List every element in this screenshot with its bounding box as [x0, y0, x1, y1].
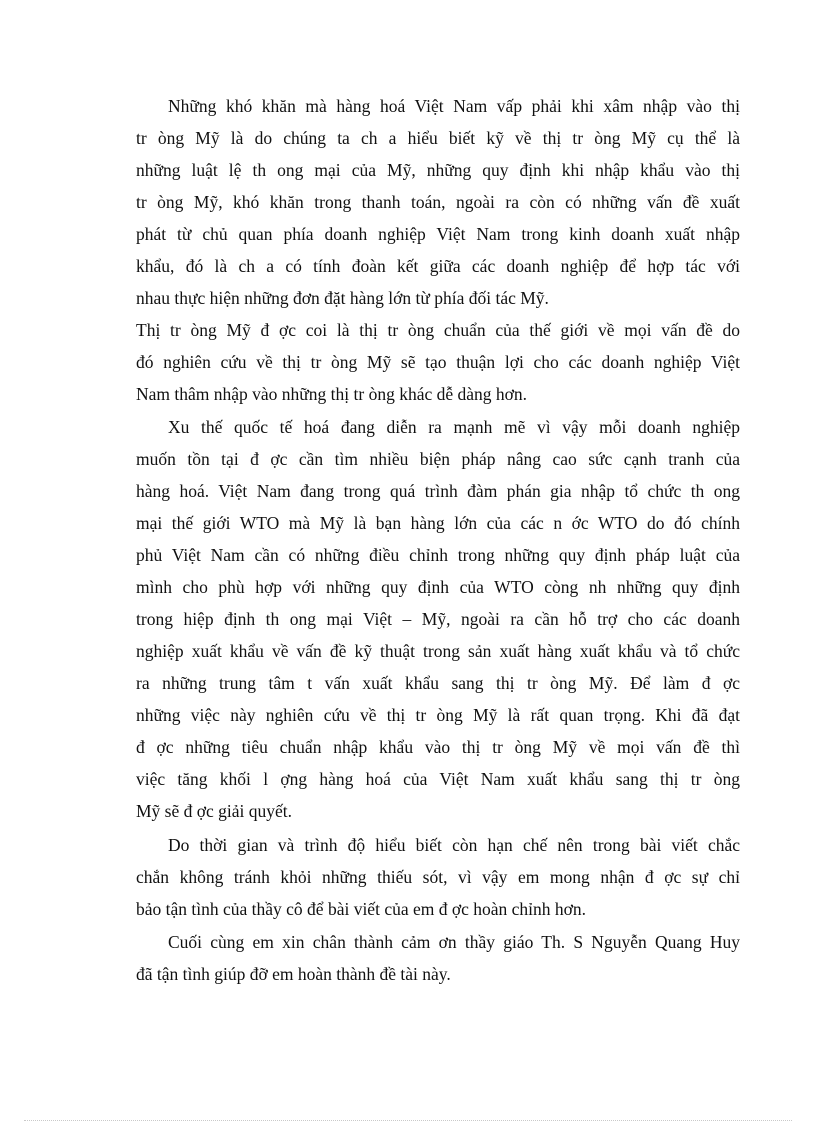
text-line: khẩu, đó là ch a có tính đoàn kết giữa các doanh nghiệp để hợp tác với [136, 256, 740, 276]
text-line: đó nghiên cứu về thị tr òng Mỹ sẽ tạo thuận lợi cho các doanh nghiệp Việt [136, 352, 740, 372]
text-line: hàng hoá. Việt Nam đang trong quá trình đàm phán gia nhập tổ chức th ong [136, 481, 740, 501]
text-line: Nam thâm nhập vào những thị tr òng khác dễ dàng hơn. [136, 384, 528, 404]
text-line: Thị tr òng Mỹ đ ợc coi là thị tr òng chuẩn của thế giới về mọi vấn đề do [136, 320, 740, 340]
text-line: những việc này nghiên cứu về thị tr òng Mỹ là rất quan trọng. Khi đã đạt [136, 705, 740, 725]
text-line: phát từ chủ quan phía doanh nghiệp Việt Nam trong kinh doanh xuất nhập [136, 224, 740, 244]
text-line: bảo tận tình của thầy cô để bài viết của em đ ợc hoàn chỉnh hơn. [136, 899, 587, 919]
text-line: trong hiệp định th ong mại Việt – Mỹ, ngoài ra cần hỗ trợ cho các doanh [136, 609, 740, 629]
text-line: nhau thực hiện những đơn đặt hàng lớn từ phía đối tác Mỹ. [136, 288, 549, 308]
text-line: ra những trung tâm t vấn xuất khẩu sang thị tr òng Mỹ. Để làm đ ợc [136, 673, 740, 693]
text-line: mình cho phù hợp với những quy định của WTO còng nh những quy định [136, 577, 740, 597]
text-line: Cuối cùng em xin chân thành cảm ơn thầy giáo Th. S Nguyễn Quang Huy [168, 932, 740, 952]
text-line: tr òng Mỹ là do chúng ta ch a hiểu biết kỹ về thị tr òng Mỹ cụ thể là [136, 128, 740, 148]
text-line: phủ Việt Nam cần có những điều chỉnh trong những quy định pháp luật của [136, 545, 740, 565]
text-line: những luật lệ th ong mại của Mỹ, những quy định khi nhập khẩu vào thị [136, 160, 740, 180]
text-line: đ ợc những tiêu chuẩn nhập khẩu vào thị tr òng Mỹ về mọi vấn đề thì [136, 737, 740, 757]
text-line: mại thế giới WTO mà Mỹ là bạn hàng lớn của các n ớc WTO do đó chính [136, 513, 740, 533]
text-line: muốn tồn tại đ ợc cần tìm nhiều biện pháp nâng cao sức cạnh tranh của [136, 449, 740, 469]
text-line: chắn không tránh khỏi những thiếu sót, vì vậy em mong nhận đ ợc sự chỉ [136, 867, 740, 887]
text-line: Mỹ sẽ đ ợc giải quyết. [136, 801, 293, 821]
text-line: Xu thế quốc tế hoá đang diễn ra mạnh mẽ vì vậy mỗi doanh nghiệp [168, 417, 740, 437]
text-line: Do thời gian và trình độ hiểu biết còn hạn chế nên trong bài viết chắc [168, 835, 740, 855]
page-bottom-divider [24, 1120, 792, 1121]
text-line: tr òng Mỹ, khó khăn trong thanh toán, ngoài ra còn có những vấn đề xuất [136, 192, 740, 212]
text-line: Những khó khăn mà hàng hoá Việt Nam vấp phải khi xâm nhập vào thị [168, 96, 740, 116]
text-line: đã tận tình giúp đỡ em hoàn thành đề tài này. [136, 964, 451, 984]
text-line: nghiệp xuất khẩu về vấn đề kỹ thuật trong sản xuất hàng xuất khẩu và tổ chức [136, 641, 740, 661]
text-line: việc tăng khối l ợng hàng hoá của Việt Nam xuất khẩu sang thị tr òng [136, 769, 740, 789]
